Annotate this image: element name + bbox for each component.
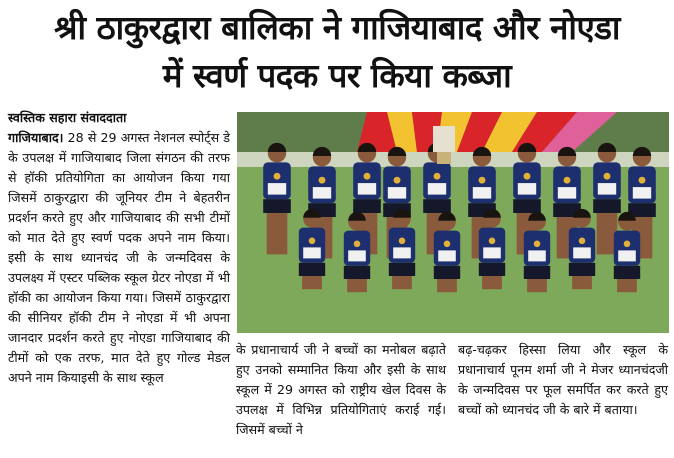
article-column-left — [8, 108, 230, 388]
byline: स्वस्तिक सहारा संवाददाता — [8, 110, 127, 125]
dateline: गाजियाबाद। — [8, 130, 64, 145]
headline-line-2: में स्वर्ण पदक पर किया कब्जा — [162, 56, 512, 95]
photo-canopy — [357, 112, 617, 152]
headline — [0, 4, 674, 100]
paragraph-right: बढ़-चढ़कर हिस्सा लिया और स्कूल के प्रधानाचार्य पूनम शर्मा जी ने मेजर ध्यानचंदजी के जन्मदिवस पर फूल समर्पित कर करते हुए बच्चों को ध्यानचंद जी के बारे में बताया। — [458, 342, 668, 417]
article-column-middle — [236, 340, 446, 440]
headline-line-1: श्री ठाकुरद्वारा बालिका ने गाजियाबाद और नोएडा — [54, 8, 620, 47]
team-photo — [237, 112, 669, 333]
paragraph-left: 28 से 29 अगस्त नेशनल स्पोर्ट्स डे के उपलक्ष में गाजियाबाद जिला संगठन की तरफ से हॉकी प्रतियोगिता का आयोजन किया गया जिसमें ठाकुरद्वारा की जूनियर टीम ने बेहतरीन प्रदर्शन करते हुए और गाजियाबाद की सभी टीमों को मात देते हुए स्वर्ण पदक अपने नाम किया। इसी के साथ ध्यानचंद जी के जन्मदिवस के उपलक्ष्य में एस्टर पब्लिक स्कूल ग्रेटर नोएडा में भी हॉकी का आयोजन किया गया। जिसमें ठाकुरद्वारा की सीनियर हॉकी टीम ने नोएडा में भी अपना जानदार प्रदर्शन करते हुए नोएडा गाजियाबाद की टीमों को एक तरफ, मात देते हुए गोल्ड मेडल अपने नाम कियाइसी के साथ स्कूल — [8, 130, 230, 385]
team-photo-illustration — [237, 112, 669, 333]
paragraph-middle: के प्रधानाचार्य जी ने बच्चों का मनोबल बढ़ाते हुए उनको सम्मानित किया और इसी के साथ स्कूल में 29 अगस्त को राष्ट्रीय खेल दिवस के उपलक्ष में विभिन्न प्रतियोगिताएं कराई गई। जिसमें बच्चों ने — [236, 342, 446, 437]
article-column-right — [458, 340, 668, 420]
